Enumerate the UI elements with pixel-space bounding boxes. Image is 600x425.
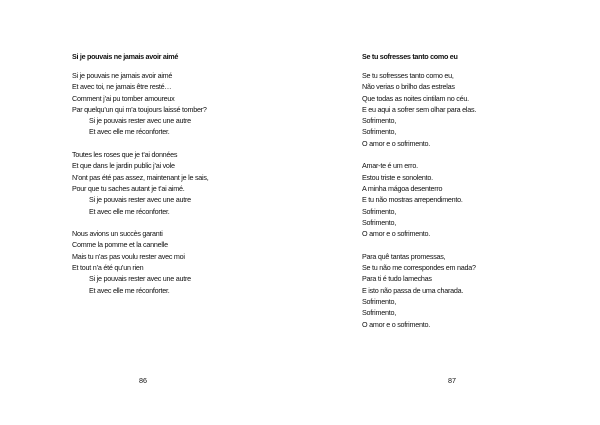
poem-line: Para quê tantas promessas, — [362, 251, 446, 261]
stanza — [362, 160, 476, 239]
stanza — [72, 228, 208, 296]
poem-line: Não verias o brilho das estrelas — [362, 82, 455, 92]
poem-line: E eu aqui a sofrer sem olhar para elas. — [362, 104, 477, 114]
poem-line: Se tu sofresses tanto como eu, — [362, 71, 454, 80]
right-page — [300, 0, 600, 425]
refrain-line: Si je pouvais rester avec une autre — [89, 116, 191, 126]
poem-line: Sofrimento, — [362, 206, 397, 216]
poem-line: A minha mágoa desenterro — [362, 183, 443, 193]
poem-line: Sofrimento, — [362, 296, 397, 306]
poem-line: Et que dans le jardin public j’ai vole — [72, 161, 175, 171]
poem-line: Comme la pomme et la cannelle — [72, 240, 168, 250]
poem-line: Sofrimento, — [362, 127, 397, 137]
poem-line: E tu não mostras arrependimento. — [362, 195, 463, 205]
poem-line: O amor e o sofrimento. — [362, 229, 430, 239]
poem-line: Nous avions un succès garanti — [72, 229, 163, 239]
poem-title: Se tu sofresses tanto como eu — [362, 52, 458, 61]
poem-body — [72, 70, 208, 296]
poem-line: N’ont pas été pas assez, maintenant je le sais, — [72, 172, 209, 182]
poem-line: Sofrimento, — [362, 116, 397, 126]
poem-line: Estou triste e sonolento. — [362, 172, 433, 182]
poem-line: Se tu não me correspondes em nada? — [362, 263, 476, 273]
page-number: 86 — [139, 376, 147, 385]
poem-line: Si je pouvais ne jamais avoir aimé — [72, 71, 173, 80]
poem-line: Pour que tu saches autant je t’ai aimé. — [72, 183, 185, 193]
poem-body — [362, 70, 476, 330]
poem-line: Et avec toi, ne jamais être resté… — [72, 82, 172, 92]
poem-line: Toutes les roses que je t’ai données — [72, 150, 178, 160]
poem-title: Si je pouvais ne jamais avoir aimé — [72, 52, 179, 61]
poem-line: E isto não passa de uma charada. — [362, 285, 464, 295]
poem-line: O amor e o sofrimento. — [362, 319, 430, 329]
stanza — [72, 70, 208, 138]
poem-line: Par quelqu’un qui m’a toujours laissé tomber? — [72, 104, 207, 114]
poem-line: Para ti é tudo lamechas — [362, 274, 432, 284]
refrain-line: Si je pouvais rester avec une autre — [89, 274, 191, 284]
stanza — [362, 251, 476, 330]
poem-line: O amor e o sofrimento. — [362, 138, 430, 148]
page-number: 87 — [448, 376, 456, 385]
poem-line: Que todas as noites cintilam no céu. — [362, 93, 469, 103]
poem-line: Sofrimento, — [362, 308, 397, 318]
poem-line: Comment j’ai pu tomber amoureux — [72, 93, 175, 103]
stanza — [362, 70, 476, 149]
poem-line: Amar-te é um erro. — [362, 161, 418, 171]
refrain-line: Et avec elle me réconforter. — [89, 206, 170, 216]
refrain-line: Si je pouvais rester avec une autre — [89, 195, 191, 205]
stanza — [72, 149, 208, 217]
poem-line: Mais tu n’as pas voulu rester avec moi — [72, 251, 185, 261]
refrain-line: Et avec elle me réconforter. — [89, 127, 170, 137]
refrain-line: Et avec elle me réconforter. — [89, 285, 170, 295]
poem-line: Et tout n’a été qu’un rien — [72, 263, 144, 273]
poem-line: Sofrimento, — [362, 217, 397, 227]
